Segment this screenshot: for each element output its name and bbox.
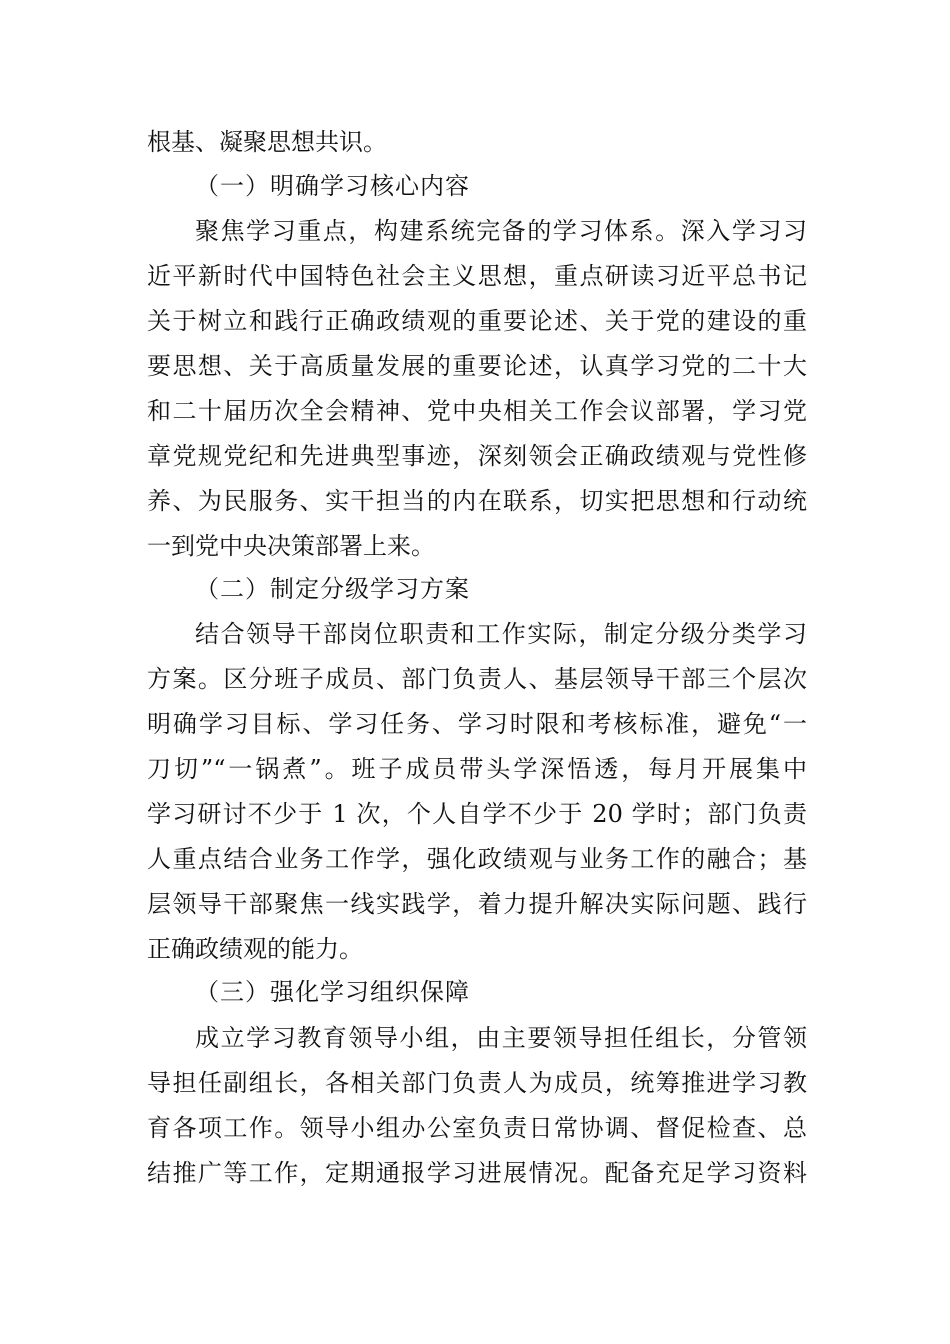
paragraph-line: 和二十届历次全会精神、党中央相关工作会议部署，学习党 xyxy=(147,397,807,425)
section-heading-3: （三）强化学习组织保障 xyxy=(195,978,470,1006)
paragraph-line: 层领导干部聚焦一线实践学，着力提升解决实际问题、践行 xyxy=(147,890,807,918)
section-heading-2: （二）制定分级学习方案 xyxy=(195,575,470,603)
paragraph-line: 结合领导干部岗位职责和工作实际，制定分级分类学习 xyxy=(195,620,807,648)
paragraph-line: 育各项工作。领导小组办公室负责日常协调、督促检查、总 xyxy=(147,1114,807,1142)
paragraph-line: 明确学习目标、学习任务、学习时限和考核标准，避免“一 xyxy=(147,710,807,738)
paragraph-line: 结推广等工作，定期通报学习进展情况。配备充足学习资料 xyxy=(147,1159,807,1187)
paragraph-line: 一到党中央决策部署上来。 xyxy=(147,532,435,560)
paragraph-line: 正确政绩观的能力。 xyxy=(147,935,363,963)
paragraph-line: 导担任副组长，各相关部门负责人为成员，统筹推进学习教 xyxy=(147,1069,807,1097)
paragraph-line: 刀切”“一锅煮”。班子成员带头学深悟透，每月开展集中 xyxy=(147,755,807,783)
paragraph-line: 学习研讨不少于 1 次，个人自学不少于 20 学时；部门负责 xyxy=(147,800,807,828)
paragraph-line: 聚焦学习重点，构建系统完备的学习体系。深入学习习 xyxy=(195,217,807,245)
paragraph-line: 近平新时代中国特色社会主义思想，重点研读习近平总书记 xyxy=(147,262,807,290)
paragraph-line: 根基、凝聚思想共识。 xyxy=(147,128,387,156)
paragraph-line: 成立学习教育领导小组，由主要领导担任组长，分管领 xyxy=(195,1024,807,1052)
paragraph-line: 章党规党纪和先进典型事迹，深刻领会正确政绩观与党性修 xyxy=(147,442,807,470)
section-heading-1: （一）明确学习核心内容 xyxy=(195,172,470,200)
paragraph-line: 方案。区分班子成员、部门负责人、基层领导干部三个层次 xyxy=(147,665,807,693)
paragraph-line: 人重点结合业务工作学，强化政绩观与业务工作的融合；基 xyxy=(147,845,807,873)
paragraph-line: 养、为民服务、实干担当的内在联系，切实把思想和行动统 xyxy=(147,487,807,515)
paragraph-line: 要思想、关于高质量发展的重要论述，认真学习党的二十大 xyxy=(147,352,807,380)
paragraph-line: 关于树立和践行正确政绩观的重要论述、关于党的建设的重 xyxy=(147,307,807,335)
